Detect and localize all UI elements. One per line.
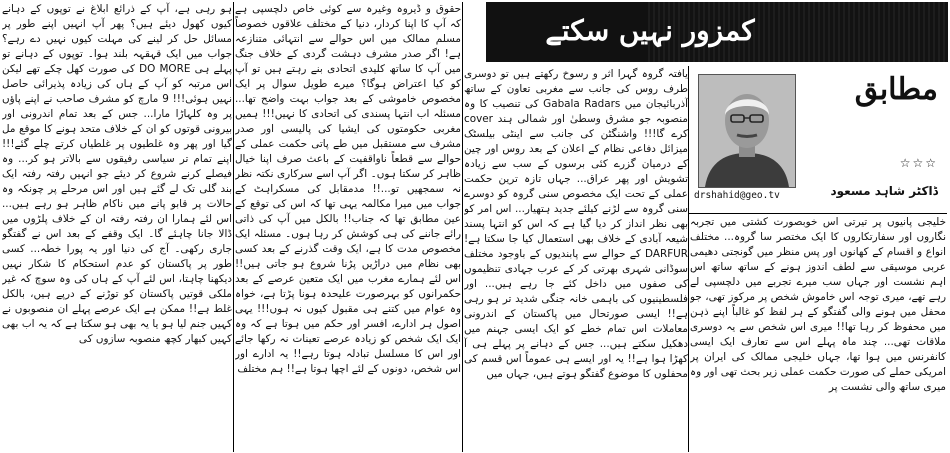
author-portrait-icon <box>699 75 795 187</box>
author-email: drshahid@geo.tv <box>694 190 780 201</box>
headline-title: کمزور نہیں سکتے <box>545 14 755 47</box>
column-text: خلیجی پانیوں پر تیرتی اس خوبصورت کشتی میں تجربہ نگاروں اور سفارتکاروں کا ایک مختصر سا گروہ... مختلف انواع و اقسام کے کھانوں اور پس منظر میں گونجتی دھیمی عربی موسیقی سے لطف اندوز ہونے کے ساتھ ساتھ اس اہم نشست اور جہاں سب میرے تجربے میں دلچسپی لے رہے تھے، میری توجہ اس خاموش شخص پر مرکوز تھی، جو محفل میں ہونے والی گفتگو کے ہر لفظ کو غالباً اپنے ذہن میں محفوظ کر رہا تھا!! میری اس شخص سے یہ دوسری ملاقات تھی... چند ماہ پہلے اس سے تعارف ایک ایسی کانفرنس میں ہوا تھا، جہاں خلیجی ممالک کی ایران پر امریکی حملے کی صورت حکمت عملی زیر بحث تھی اور وہ میری ساتھ والی نشست پر <box>690 216 946 393</box>
headline-banner <box>486 2 948 62</box>
column-rule <box>233 2 234 452</box>
column-rule <box>688 66 689 452</box>
column-rule <box>462 2 463 452</box>
author-name: ڈاکٹر شاہد مسعود <box>830 184 938 198</box>
article-column-3 <box>235 2 461 452</box>
column-name: مطابق <box>854 72 938 107</box>
star-icons: ☆☆☆ <box>899 156 938 170</box>
author-divider <box>689 213 947 214</box>
article-column-2 <box>464 67 688 453</box>
article-column-4 <box>2 2 232 452</box>
article-column-1 <box>690 215 946 453</box>
column-text: حقوق و ڈیروہ وغیرہ سے کوئی خاص دلچسپی ہے کہ آپ کا اپنا کردار، دنیا کے مختلف علاقوں خصوصاً مسلم ممالک میں اس حوالے سے انتہائی متنازعہ ہے! اگر صدر مشرف دہشت گردی کے خلاف جنگ میں آپ کا ساتھ کلیدی اتحادی بنے رہتے ہیں تو آپ کو کیا اعتراض ہوگا؟ میرے طویل سوال پر ایک مخصوص خاموشی کے بعد جواب بہت واضح تھا... مسئلہ اب انتہا پسندی کی اتحادی کا نہیں!!! ہمیں مغربی حکومتوں کی ایشیا کی پالیسی اور صدر مشرف سے مستقبل میں طے پاتی حکمت عملی کے حوالے سے قطعاً ناواقفیت کے باعث صرف اپنا خیال ظاہر کر سکتا ہوں۔ اگر آپ اسے سرکاری نکتہ نظر نہ سمجھیں تو...!! مدمقابل کی مسکراہٹ کے جواب میں میرا مکالمہ یہی تھا کہ اس کی توقع کے عین مطابق تھا کہ جناب!! بالکل میں آپ کی ذاتی رائے جاننے کی ہی کوشش کر رہا ہوں۔ مسئلہ ایک مخصوص مدت کا ہے، ایک وقت گذرنے کے بعد کسی بھی نظام میں دراڑیں پڑنا شروع ہو جاتی ہیں!! اس لئے ہمارے مغرب میں ایک متعین عرصے کے بعد حکمرانوں کو بہرصورت علیحدہ ہونا پڑتا ہے، خواہ وہ عوام میں کتنے ہی مقبول کیوں نہ ہوں!!! یہی اصول ہر ادارے، افسر اور حکم میں ہوتا ہے کہ وہ ایک ایک شخص کو زیادہ عرصے تعینات نہ رکھا جائے اور اس کا مسلسل تبادلہ ہوتا رہے!! یہ ادارے اور اس شخص، دونوں کے لئے اچھا ہوتا ہے!! ہم مختلف <box>235 3 461 375</box>
column-text: یافتہ گروہ گہرا اثر و رسوخ رکھتے ہیں تو دوسری طرف روس کی جانب سے مغربی تعاون کے ساتھ آذربائیجان میں Gabala Radars کی تنصیب کا وہ منصوبہ جو مشرق وسطیٰ اور شمالی ہند cover کرے گا!!! واشنگٹن کی جانب سے اینٹی بیلسٹک میزائل دفاعی نظام کے اعلان کے بعد روس اور چین کے درمیان گزرے کئی برسوں کے سب سے زیادہ تشویش اور پھر عراق... جہاں تازہ ترین حکمت عملی کے تحت ایک مخصوص سنی گروہ کو دوسرے سنی گروہ سے لڑنے کیلئے جدید ہتھیار... اس امر کو بھی نظر انداز کر دیا گیا ہے کہ اس کو انتہا پسند شیعہ آبادی کے خلاف بھی استعمال کیا جا سکتا ہے! DARFUR کے حوالے سے پابندیوں کے باوجود مختلف سوڈانی شہری بھرتی کر کے عرب جہادی تنظیموں کی صفوں میں داخل کئے جا رہے ہیں... اور فلسطینیوں کی باہمی خانہ جنگی شدید تر ہو رہی ہے!! ایسی صورتحال میں پاکستان کے اندرونی معاملات اس تمام خطے کو ایک ایسی جہنم میں دھکیل سکتے ہیں... جس کے دہانے پر پہلے ہی آ کھڑا ہوا ہے!! یہ اور ایسے ہی عموماً اس قسم کی محفلوں کا موضوع گفتگو ہوتے ہیں، جہاں میں <box>464 68 688 380</box>
author-photo <box>698 74 796 188</box>
column-text: ہو رہی ہے، آپ کے ذرائع ابلاغ نے توپوں کے دہانے کیوں کھول دیئے ہیں؟ پھر آپ انہیں اپنے طور پر مسائل حل کر لینے کی مہلت کیوں نہیں دے رہے؟ جواب میں ایک قہقہہ بلند ہوا۔ توپوں کے دہانے تو پہلے ہی DO MORE کی صورت کھل چکے تھے لیکن اس مرتبہ کو آپ کے ہاں کی زیادہ پذیرائی حاصل نہیں ہوئی!!! 9 مارچ کو مشرف صاحب نے اپنے پاؤں پر وہ کلہاڑا مارا... جس کے بعد تمام اندرونی اور بیرونی قوتوں کو ان کے خلاف متحد ہونے کا موقع مل گیا اور پھر وہ غلطیوں پر غلطیاں کرتے چلے گئے!!! اپنے تمام تر سیاسی رفیقوں سے بالاتر ہو کر... وہ فیصلے کرنے شروع کر دیئے جو انہیں رفتہ رفتہ ایک بند گلی تک لے گئے ہیں اور اس مرحلے پر چونکہ وہ حالات پر قابو پانے میں ناکام ظاہر ہو رہے ہیں... اس لئے ہمارا ان رفتہ رفتہ ان کے خلاف پلڑوں میں ڈالا جانا چاہئے گا۔ ایک وقفے کے بعد اس نے گفتگو جاری رکھی۔ آج کی دنیا اور یہ پورا خطہ... کسی طور پر پاکستان کو عدم استحکام کا شکار نہیں دیکھنا چاہتا، اس لئے آپ کے ہاں کی وہ سوچ کہ غیر ملکی قوتیں پاکستان کو توڑنے کے درپے ہیں، بالکل غلط ہے!! ممکن ہے ایک عرصے پہلے ان منصوبوں نے کہیں جنم لیا ہو یا یہ بھی ہو سکتا ہے کہ یہ اب بھی کہیں کبھار کچھ منصوبہ سازوں کی <box>2 3 232 345</box>
author-box <box>690 66 946 212</box>
